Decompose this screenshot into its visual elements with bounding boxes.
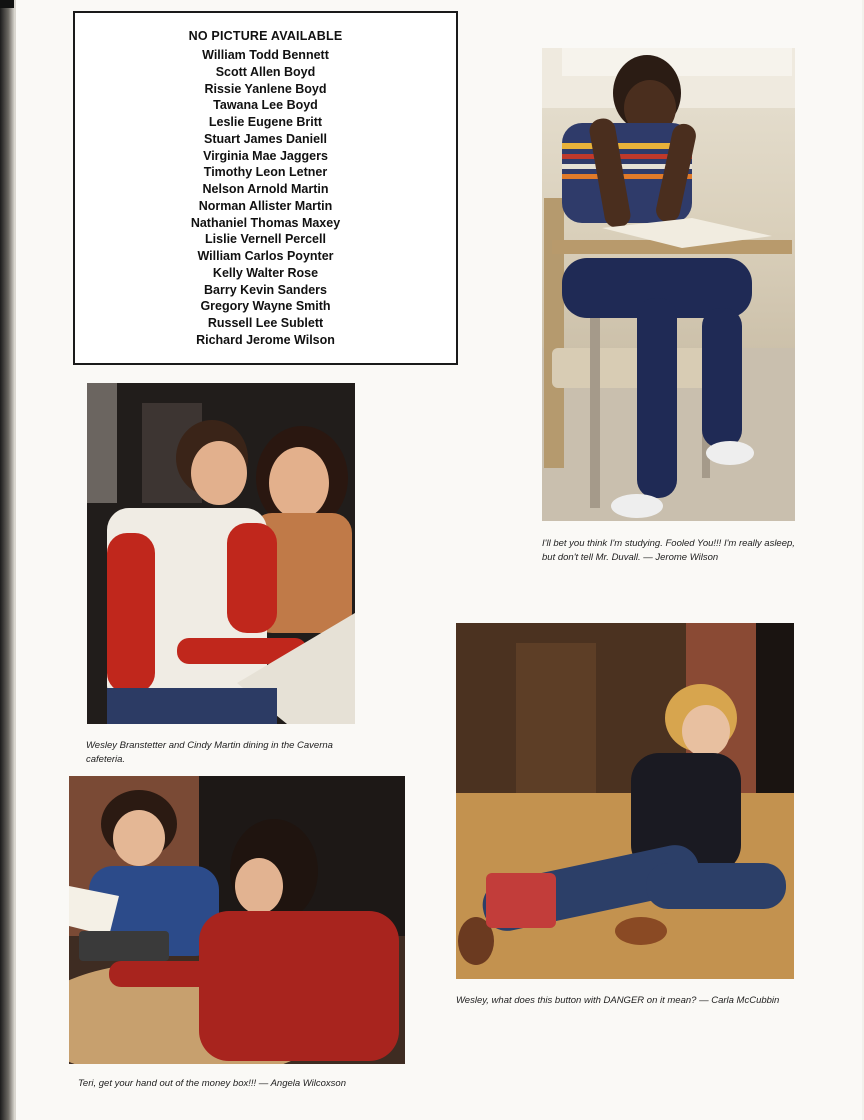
list-item: Gregory Wayne Smith: [200, 299, 331, 314]
photo-student-studying: [542, 48, 795, 521]
photo-money-box: [69, 776, 405, 1064]
list-item: William Carlos Poynter: [197, 249, 334, 263]
caption-studying: I'll bet you think I'm studying. Fooled You!!! I'm really asleep, but don't tell Mr. Duvall. — Jerome Wilson: [542, 538, 795, 563]
list-item: Tawana Lee Boyd: [213, 98, 318, 113]
list-item: Barry Kevin Sanders: [204, 282, 327, 297]
list-item: Kelly Walter Rose: [212, 265, 319, 280]
list-item: Lislie Vernell Percell: [205, 232, 326, 247]
list-item: Scott Allen Boyd: [215, 64, 316, 79]
photo-danger-button: [456, 623, 794, 979]
list-item: Stuart James Daniell: [204, 131, 327, 146]
no-picture-names-box: [73, 11, 458, 365]
list-item: Timothy Leon Letner: [203, 165, 328, 180]
list-item: Richard Jerome Wilson: [196, 332, 335, 347]
list-item: Leslie Eugene Britt: [208, 115, 323, 129]
list-item: Russell Lee Sublett: [207, 316, 324, 330]
list-item: Norman Allister Martin: [198, 198, 333, 213]
names-list: [75, 47, 456, 349]
caption-danger: Wesley, what does this button with DANGER on it mean? — Carla McCubbin: [456, 995, 780, 1006]
caption-money-box: Teri, get your hand out of the money box!!! — Angela Wilcoxson: [78, 1078, 346, 1089]
list-item: William Todd Bennett: [202, 48, 329, 62]
list-item: Rissie Yanlene Boyd: [204, 81, 327, 96]
book-spine: [0, 0, 14, 1120]
list-item: Nathaniel Thomas Maxey: [190, 215, 341, 230]
list-item: Nelson Arnold Martin: [202, 182, 329, 196]
list-item: Virginia Mae Jaggers: [203, 148, 328, 163]
names-box-title: NO PICTURE AVAILABLE: [188, 29, 343, 43]
caption-dining: Wesley Branstetter and Cindy Martin dining in the Caverna cafeteria.: [86, 740, 333, 765]
photo-dining-cafeteria: [87, 383, 355, 724]
